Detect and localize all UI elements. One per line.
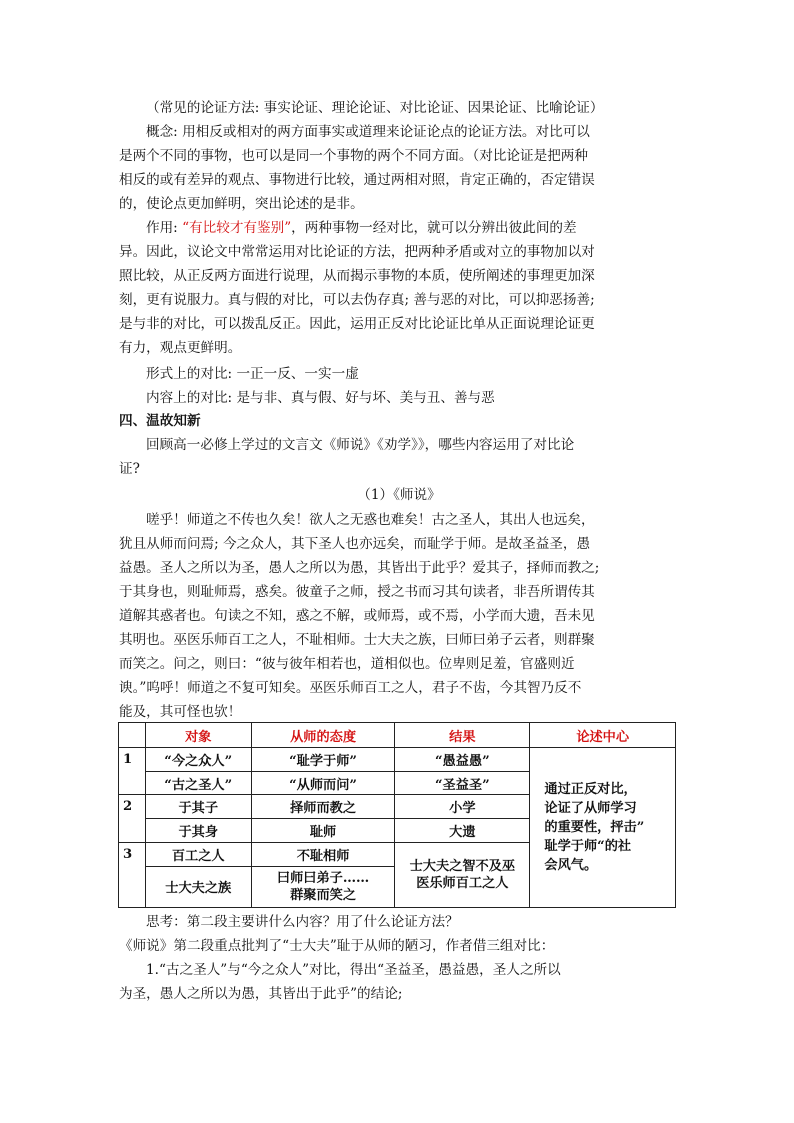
text-line-9: 能及，其可怪也欤！ (119, 704, 242, 720)
cell-attitude: 不耻相师 (251, 842, 394, 866)
attitude-line: 曰师曰弟子…… (276, 870, 370, 886)
header-object: 对象 (145, 723, 251, 748)
cell-attitude: 耻师 (251, 819, 394, 843)
row-number: 3 (119, 842, 146, 907)
effect-line-4: 刻，更有说服力。真与假的对比，可以去伪存真; 善与恶的对比，可以抑恶扬善; (119, 292, 595, 308)
conclusion-line: 通过正反对比， (544, 782, 637, 797)
point1-line-1: 1.“古之圣人”与“今之众人”对比，得出“圣益圣，愚益愚，圣人之所以 (146, 962, 561, 978)
conclusion-line: 论证了从师学习 (544, 801, 637, 816)
effect-line-2: 异。因此，议论文中常常运用对比论证的方法，把两种矛盾或对立的事物加以对 (119, 244, 595, 260)
cell-attitude: “从师而问” (251, 771, 394, 795)
effect-quote: “有比较才有鉴别” (182, 220, 292, 236)
cell-result-merged (395, 842, 530, 907)
row-number: 1 (119, 748, 146, 795)
analysis-line: 《师说》第二段重点批判了“士大夫”耻于从师的陋习，作者借三组对比： (119, 938, 555, 954)
concept-line-1: 概念: 用相反或相对的两方面事实或道理来论证论点的论证方法。对比可以 (146, 124, 590, 140)
header-result: 结果 (395, 723, 530, 748)
section-title: 四、温故知新 (119, 413, 201, 429)
conclusion-line: 的重要性，抨击” (544, 820, 645, 835)
table-header-row (119, 723, 676, 748)
text-line-3: 益愚。圣人之所以为圣，愚人之所以为愚，其皆出于此乎？爱其子，择师而教之; (119, 560, 600, 576)
cell-result: “圣益圣” (395, 771, 530, 795)
sub-title: （1）《师说》 (357, 487, 441, 503)
effect-prefix: 作用: (146, 220, 183, 236)
cell-result: “愚益愚” (395, 748, 530, 772)
think-line: 思考：第二段主要讲什么内容？用了什么论证方法？ (146, 914, 459, 930)
cell-object: “古之圣人” (145, 771, 251, 795)
effect-line-6: 有力，观点更鲜明。 (119, 340, 242, 356)
effect-line-3: 照比较，从正反两方面进行说理，从而揭示事物的本质，使所阐述的事理更加深 (119, 268, 595, 284)
effect-rest: ，两种事物一经对比，就可以分辨出彼此间的差 (291, 220, 577, 236)
text-line-2: 犹且从师而问焉; 今之众人，其下圣人也亦远矣，而耻学于师。是故圣益圣，愚 (119, 536, 591, 552)
cell-object: 百工之人 (145, 842, 251, 866)
conclusion-line: 耻学于师“的社 (544, 839, 632, 854)
point1-line-2: 为圣，愚人之所以为愚，其皆出于此乎”的结论; (119, 986, 403, 1002)
cell-object: 士大夫之族 (145, 866, 251, 907)
header-num (119, 723, 146, 748)
cell-object: 于其子 (145, 795, 251, 819)
effect-line-5: 是与非的对比，可以拨乱反正。因此，运用正反对比论证比单从正面说理论证更 (119, 316, 595, 332)
cell-attitude (251, 866, 394, 907)
concept-line-4: 的，使论点更加鲜明，突出论述的是非。 (119, 196, 364, 212)
row-number: 2 (119, 795, 146, 842)
concept-line-2: 是两个不同的事物，也可以是同一个事物的两个不同方面。（对比论证是把两种 (119, 148, 588, 164)
effect-line-1 (146, 220, 706, 237)
table-row (119, 748, 676, 772)
review-line-2: 证? (119, 461, 140, 477)
methods-line: （常见的论证方法: 事实论证、理论论证、对比论证、因果论证、比喻论证） (146, 100, 604, 116)
merged-result-line: 医乐师百工之人 (416, 875, 509, 891)
merged-result-line: 士大夫之智不及巫 (409, 858, 516, 874)
content-line: 内容上的对比: 是与非、真与假、好与坏、美与丑、善与恶 (146, 390, 495, 406)
cell-attitude: 择师而教之 (251, 795, 394, 819)
concept-line-3: 相反的或有差异的观点、事物进行比较，通过两相对照，肯定正确的，否定错误 (119, 172, 595, 188)
comparison-table (118, 722, 676, 908)
header-attitude: 从师的态度 (251, 723, 394, 748)
cell-result: 小学 (395, 795, 530, 819)
cell-object: 于其身 (145, 819, 251, 843)
text-line-4: 于其身也，则耻师焉，惑矣。彼童子之师，授之书而习其句读者，非吾所谓传其 (119, 584, 595, 600)
text-line-7: 而笑之。问之，则曰：“彼与彼年相若也，道相似也。位卑则足羞，官盛则近 (119, 656, 575, 672)
text-line-1: 嗟乎！师道之不传也久矣！欲人之无惑也难矣！古之圣人，其出人也远矣， (146, 512, 595, 528)
cell-object: “今之众人” (145, 748, 251, 772)
attitude-line: 群聚而笑之 (290, 887, 357, 903)
text-line-8: 谀。”呜呼！师道之不复可知矣。巫医乐师百工之人，君子不齿，今其智乃反不 (119, 680, 582, 696)
cell-result: 大遗 (395, 819, 530, 843)
cell-attitude: “耻学于师” (251, 748, 394, 772)
conclusion-line: 会风气。 (544, 858, 598, 873)
review-line-1: 回顾高一必修上学过的文言文《师说》《劝学》》，哪些内容运用了对比论 (146, 437, 575, 453)
cell-conclusion (530, 748, 676, 908)
form-line: 形式上的对比: 一正一反、一实一虚 (146, 366, 359, 382)
text-line-6: 其明也。巫医乐师百工之人，不耻相师。士大夫之族，曰师曰弟子云者，则群聚 (119, 632, 595, 648)
header-center: 论述中心 (530, 723, 676, 748)
text-line-5: 道解其惑者也。句读之不知，惑之不解，或师焉，或不焉，小学而大遗，吾未见 (119, 608, 595, 624)
